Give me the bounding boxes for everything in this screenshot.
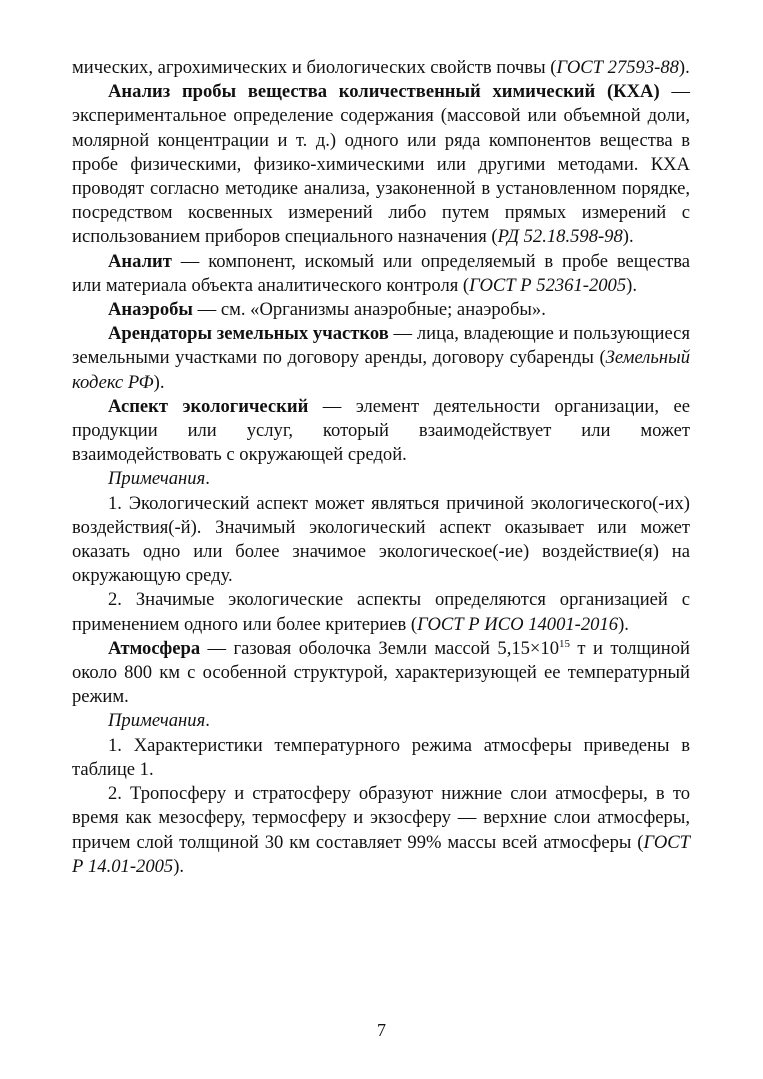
reference: ГОСТ Р 52361-2005 <box>469 274 627 296</box>
paragraph-p4 <box>72 322 690 395</box>
text-run: ). <box>153 371 165 393</box>
reference: Земельный кодекс РФ <box>72 347 690 393</box>
text-run: ). <box>678 57 690 78</box>
paragraph-p7 <box>72 492 690 589</box>
term: Аналит <box>108 250 172 272</box>
reference: ГОСТ Р 14.01-2005 <box>72 831 690 877</box>
text-run: . <box>205 710 210 732</box>
term: Аспект экологический <box>108 395 309 417</box>
term: Анаэробы <box>108 299 193 321</box>
text-run: т и толщиной около 800 км с особенной структурой, характеризующей ее температурный режим. <box>72 637 690 708</box>
term: Анализ пробы вещества количественный химический (КХА) <box>108 81 660 103</box>
paragraph-p2 <box>72 250 690 298</box>
text-run: — экспериментальное определение содержания (массовой или объемной доли, молярной концентрации и т. д.) одного или ряда компонентов вещества в пробе физическими, физико-химическими или другими методами. КХА проводят согласно методике анализа, узаконенной в установленном порядке, посредством косвенных измерений либо путем прямых измерений с использованием приборов специального назначения ( <box>72 81 690 248</box>
text-run: . <box>205 468 210 490</box>
page-number: 7 <box>377 1020 386 1040</box>
paragraph-p12 <box>72 782 690 879</box>
text-run: 1. Экологический аспект может являться причиной экологического(-их) воздействия(-й). Значимый экологический аспект оказывает или может оказать одно или более значимое экологическое(-ие) воздействие(я) на окружающую среду. <box>72 492 690 587</box>
text-run: — элемент деятельности организации, ее продукции или услуг, который взаимодействует или может взаимодействовать с окружающей средой. <box>72 395 690 466</box>
paragraph-p1 <box>72 80 690 249</box>
reference: ГОСТ Р ИСО 14001-2016 <box>417 613 619 635</box>
paragraph-p10 <box>72 709 690 733</box>
reference: Примечания <box>108 710 206 732</box>
text-run: мических, агрохимических и биологических свойств почвы ( <box>72 57 557 78</box>
text-run: ). <box>173 855 185 877</box>
text-run: ). <box>622 226 634 248</box>
superscript: 15 <box>559 637 571 650</box>
paragraph-p0 <box>72 56 690 80</box>
paragraph-p11 <box>72 734 690 782</box>
paragraph-p8 <box>72 588 690 636</box>
text-run: 1. Характеристики температурного режима атмосферы приведены в таблице 1. <box>72 734 690 780</box>
term: Атмосфера <box>108 637 201 659</box>
paragraph-p6 <box>72 467 690 491</box>
body-text <box>72 56 690 879</box>
text-run: — см. «Организмы анаэробные; анаэробы». <box>192 299 546 321</box>
paragraph-p9 <box>72 637 690 710</box>
text-run: — компонент, искомый или определяемый в пробе вещества или материала объекта аналитического контроля ( <box>72 250 690 296</box>
paragraph-p5 <box>72 395 690 468</box>
term: Арендаторы земельных участков <box>108 323 389 345</box>
text-run: — газовая оболочка Земли массой 5,15×10 <box>200 637 560 659</box>
text-run: 2. Тропосферу и стратосферу образуют нижние слои атмосферы, в то время как мезосферу, термосферу и экзосферу — верхние слои атмосферы, причем слой толщиной 30 км составляет 99% массы всей атмосферы ( <box>72 783 690 853</box>
paragraph-p3 <box>72 298 690 322</box>
reference: Примечания <box>108 468 206 490</box>
text-run: 2. Значимые экологические аспекты определяются организацией с применением одного или более критериев ( <box>72 589 690 635</box>
reference: ГОСТ 27593-88 <box>556 57 679 78</box>
text-run: ). <box>626 274 637 296</box>
text-run: — лица, владеющие и пользующиеся земельными участками по договору аренды, договору субаренды ( <box>72 323 690 369</box>
reference: РД 52.18.598-98 <box>497 226 623 248</box>
text-run: ). <box>618 613 629 635</box>
